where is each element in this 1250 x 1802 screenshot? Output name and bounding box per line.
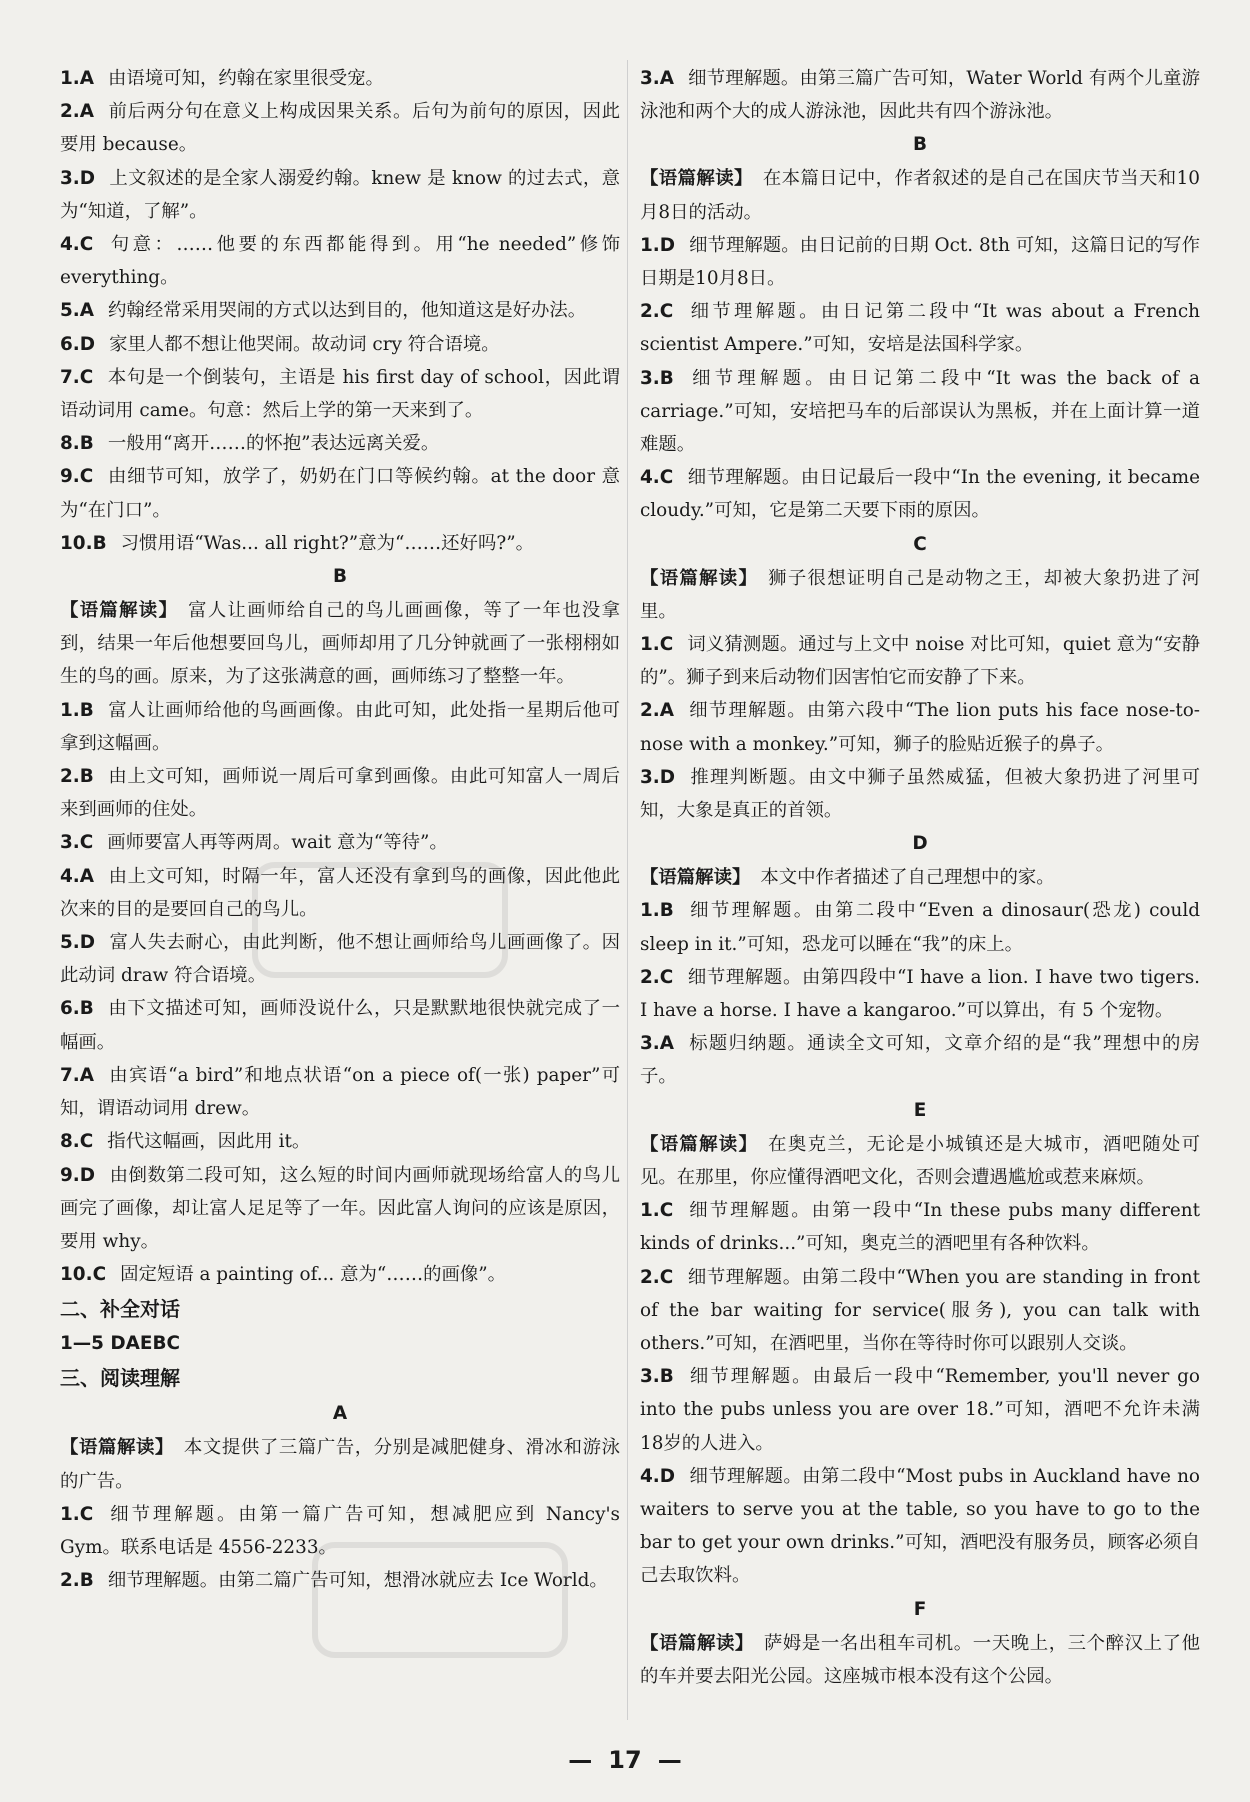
left-column [60,62,620,1597]
item-number: 1. [640,234,660,256]
item-explanation: 由上文可知，画师说一周后可拿到画像。由此可知富人一周后来到画师的住处。 [60,766,620,821]
answer-item [60,62,620,95]
item-answer: D [79,1164,96,1186]
item-explanation: 词义猜测题。通过与上文中 noise 对比可知，quiet 意为“安静的”。狮子到来后动物们因害怕它而安静了下来。 [640,634,1200,689]
answer-item [640,295,1200,361]
item-answer: C [79,1131,94,1153]
item-number: 4. [60,865,80,887]
answer-item [640,362,1200,462]
answer-list [640,628,1200,827]
answer-item [640,961,1200,1027]
answer-item [60,294,620,327]
answer-item [640,229,1200,295]
passage-interpretation [640,861,1200,894]
right-column [640,62,1200,1693]
item-number: 5. [60,300,80,322]
item-answer: D [79,167,96,189]
answer-item [60,826,620,859]
answer-item [60,1125,620,1158]
interpretation-text: 本文中作者描述了自己理想中的家。 [760,867,1055,889]
item-number: 1. [640,1200,660,1222]
answer-list [60,694,620,1292]
column-divider [627,60,628,1720]
item-answer: B [79,1570,94,1592]
item-answer: B [79,766,94,788]
page-number: — 17 — [568,1746,682,1774]
item-number: 2. [640,700,660,722]
section-letter-d: D [912,833,928,855]
item-explanation: 上文叙述的是全家人溺爱约翰。knew 是 know 的过去式，意为“知道，了解”。 [60,167,620,222]
item-number: 5. [60,932,80,954]
item-answer: A [659,700,675,722]
item-number: 10. [60,1264,93,1286]
dialogue-answers: 1—5 DAEBC [60,1333,180,1355]
item-number: 3. [640,1033,660,1055]
item-answer: D [659,766,676,788]
item-explanation: 由倒数第二段可知，这么短的时间内画师就现场给富人的鸟儿画完了画像，却让富人足足等了一年。因此富人询问的应该是原因，要用 why。 [60,1164,620,1252]
item-number: 4. [640,1465,660,1487]
section-letter-b: B [332,566,348,588]
answer-item [60,162,620,228]
item-number: 6. [60,998,80,1020]
answer-item [60,328,620,361]
item-answer: B [92,532,107,554]
answer-item [60,860,620,926]
answer-item [640,461,1200,527]
item-explanation: 细节理解题。由第二段中“Most pubs in Auckland have no waiters to serve you at the table, so you have to go to the bar to get your own drinks.”可知，酒吧没有服务员，顾客必须自己去取饮料。 [640,1465,1200,1587]
answer-item [60,460,620,526]
passage-interpretation [640,562,1200,628]
answer-item [640,1027,1200,1093]
item-number: 1. [640,900,660,922]
item-explanation: 由下文描述可知，画师没说什么，只是默默地很快就完成了一幅画。 [60,998,620,1053]
item-answer: A [79,68,95,89]
item-answer: A [659,68,675,89]
item-answer: A [79,865,95,887]
item-answer: B [79,998,94,1020]
item-explanation: 细节理解题。由第二篇广告可知，想滑冰就应去 Ice World。 [107,1570,608,1592]
item-number: 8. [60,1131,80,1153]
item-number: 1. [60,1503,80,1525]
item-explanation: 句意：……他要的东西都能得到。用“he needed”修饰 everything。 [60,234,620,289]
interpretation-text: 本文提供了三篇广告，分别是减肥健身、滑冰和游泳的广告。 [60,1437,620,1492]
section-letter-b: B [912,134,928,156]
answer-item [60,228,620,294]
answer-item [60,694,620,760]
interpretation-tag: 【语篇解读】 [60,1437,174,1459]
passage-interpretation [640,1128,1200,1194]
answer-item [640,694,1200,760]
item-answer: C [659,467,674,489]
item-explanation: 本句是一个倒装句，主语是 his first day of school，因此谓语动词用 came。句意：然后上学的第一天来到了。 [60,366,620,422]
item-explanation: 细节理解题。由日记第二段中“It was about a French scientist Ampere.”可知，安培是法国科学家。 [640,301,1200,356]
interpretation-text: 富人让画师给自己的鸟儿画画像，等了一年也没拿到，结果一年后他想要回鸟儿，画师却用了几分钟就画了一张栩栩如生的鸟的画。原来，为了这张满意的画，画师练习了整整一年。 [60,600,620,688]
item-answer: B [79,433,94,455]
interpretation-text: 在本篇日记中，作者叙述的是自己在国庆节当天和10月8日的活动。 [640,168,1200,223]
section-letter-f: F [913,1598,927,1620]
item-explanation: 细节理解题。由日记最后一段中“In the evening, it became cloudy.”可知，它是第二天要下雨的原因。 [640,467,1200,522]
answer-list [640,229,1200,528]
item-answer: D [659,234,676,256]
item-explanation: 约翰经常采用哭闹的方式以达到目的，他知道这是好办法。 [108,300,587,322]
item-number: 3. [60,832,80,854]
item-explanation: 细节理解题。由第一段中“In these pubs many different kinds of drinks...”可知，奥克兰的酒吧里有各种饮料。 [640,1200,1200,1255]
passage-interpretation [60,594,620,694]
item-answer: D [659,1465,676,1487]
item-explanation: 细节理解题。由第四段中“I have a lion. I have two tigers. I have a horse. I have a kangaroo.”可以算出，有 5 个宠物。 [640,966,1200,1022]
item-answer: D [79,333,96,355]
answer-item [60,1564,620,1597]
item-number: 2. [60,1570,80,1592]
item-explanation: 由细节可知，放学了，奶奶在门口等候约翰。at the door 意为“在门口”。 [60,466,620,521]
item-explanation: 固定短语 a painting of... 意为“……的画像”。 [120,1264,507,1286]
item-answer: C [79,466,94,488]
answer-list [60,1498,620,1598]
interpretation-tag: 【语篇解读】 [640,1632,754,1654]
item-answer: C [92,1264,107,1286]
item-number: 2. [640,1266,660,1288]
interpretation-tag: 【语篇解读】 [60,600,179,622]
item-answer: C [79,832,94,854]
item-number: 7. [60,366,80,388]
section-heading: 二、补全对话 [60,1297,180,1322]
interpretation-tag: 【语篇解读】 [640,168,753,190]
answer-item [60,760,620,826]
answer-item [60,1059,620,1125]
item-number: 3. [640,1366,660,1388]
answer-item [60,527,620,560]
item-number: 1. [60,68,80,89]
answer-item [640,1194,1200,1260]
item-number: 6. [60,333,80,355]
item-answer: B [659,900,674,922]
item-explanation: 一般用“离开……的怀抱”表达远离关爱。 [107,433,440,455]
answer-item [60,95,620,161]
interpretation-tag: 【语篇解读】 [640,867,751,889]
interpretation-text: 萨姆是一名出租车司机。一天晚上，三个醉汉上了他的车并要去阳光公园。这座城市根本没有这个公园。 [640,1632,1200,1687]
item-answer: B [659,367,674,389]
answer-item [640,894,1200,960]
interpretation-text: 狮子很想证明自己是动物之王，却被大象扔进了河里。 [640,567,1200,622]
item-number: 2. [640,301,660,323]
item-answer: B [659,1366,674,1388]
item-explanation: 细节理解题。由最后一段中“Remember, you'll never go into the pubs unless you are over 18.”可知，酒吧不允许未满18岁的人进入。 [640,1366,1200,1454]
item-answer: D [79,932,96,954]
item-explanation: 细节理解题。由第三篇广告可知，Water World 有两个儿童游泳池和两个大的成人游泳池，因此共有四个游泳池。 [640,68,1200,123]
item-number: 2. [60,101,80,123]
answer-item [640,628,1200,694]
item-number: 10. [60,532,93,554]
item-explanation: 习惯用语“Was... all right?”意为“……还好吗?”。 [120,532,534,554]
answer-list [640,62,1200,128]
section-letter-e: E [913,1099,927,1121]
item-answer: C [659,966,674,988]
passage-interpretation [640,162,1200,228]
item-explanation: 富人让画师给他的鸟画画像。由此可知，此处指一星期后他可拿到这幅画。 [60,699,620,754]
item-number: 4. [60,234,80,256]
item-answer: A [79,300,95,322]
item-number: 3. [640,68,660,89]
item-number: 2. [60,766,80,788]
item-explanation: 细节理解题。由第二段中“Even a dinosaur(恐龙) could sleep in it.”可知，恐龙可以睡在“我”的床上。 [640,900,1200,955]
item-number: 2. [640,966,660,988]
item-number: 1. [60,699,80,721]
item-explanation: 细节理解题。由日记第二段中“It was the back of a carriage.”可知，安培把马车的后部误认为黑板，并在上面计算一道难题。 [640,367,1200,456]
item-number: 3. [60,167,80,189]
item-number: 8. [60,433,80,455]
item-answer: C [659,634,674,656]
item-answer: C [79,234,94,256]
section-heading: 三、阅读理解 [60,1366,180,1391]
answer-list [640,1194,1200,1592]
answer-item [60,427,620,460]
answer-item [60,1258,620,1291]
section-letter-c: C [913,533,927,555]
item-number: 9. [60,466,80,488]
answer-item [60,1159,620,1259]
item-number: 3. [640,367,660,389]
item-explanation: 由上文可知，时隔一年，富人还没有拿到鸟的画像，因此他此次来的目的是要回自己的鸟儿。 [60,865,620,920]
item-explanation: 前后两分句在意义上构成因果关系。后句为前句的原因，因此要用 because。 [60,101,620,156]
answer-list [640,894,1200,1093]
interpretation-tag: 【语篇解读】 [640,1133,759,1155]
item-explanation: 标题归纳题。通读全文可知，文章介绍的是“我”理想中的房子。 [640,1033,1200,1088]
item-answer: C [659,1200,674,1222]
passage-interpretation [60,1431,620,1497]
answer-item [60,1498,620,1564]
item-number: 1. [640,634,660,656]
interpretation-text: 在奥克兰，无论是小城镇还是大城市，酒吧随处可见。在那里，你应懂得酒吧文化，否则会遭遇尴尬或惹来麻烦。 [640,1133,1200,1188]
answer-item [640,761,1200,827]
answer-item [60,992,620,1058]
answer-item [60,361,620,427]
answer-list [60,62,620,560]
item-explanation: 细节理解题。由日记前的日期 Oct. 8th 可知，这篇日记的写作日期是10月8日。 [640,234,1200,290]
passage-interpretation [640,1627,1200,1693]
item-answer: A [79,101,95,123]
item-number: 4. [640,467,660,489]
answer-item [640,62,1200,128]
item-answer: C [79,1503,94,1525]
item-number: 3. [640,766,660,788]
answer-item [640,1360,1200,1460]
answer-item [640,1460,1200,1593]
item-explanation: 细节理解题。由第二段中“When you are standing in front of the bar waiting for service(服务), you can talk with others.”可知，在酒吧里，当你在等待时你可以跟别人交谈。 [640,1266,1200,1354]
item-explanation: 推理判断题。由文中狮子虽然威猛，但被大象扔进了河里可知，大象是真正的首领。 [640,766,1200,822]
item-number: 9. [60,1164,80,1186]
item-explanation: 由宾语“a bird”和地点状语“on a piece of(一张) paper”可知，谓语动词用 drew。 [60,1064,620,1120]
item-explanation: 家里人都不想让他哭闹。故动词 cry 符合语境。 [109,333,500,355]
item-explanation: 由语境可知，约翰在家里很受宠。 [108,68,384,89]
item-explanation: 画师要富人再等两周。wait 意为“等待”。 [107,832,448,854]
item-answer: A [659,1033,675,1055]
item-answer: B [79,699,94,721]
answer-item [60,926,620,992]
item-explanation: 细节理解题。由第六段中“The lion puts his face nose-to-nose with a monkey.”可知，狮子的脸贴近猴子的鼻子。 [640,700,1200,755]
answer-item [640,1261,1200,1361]
section-letter-a: A [332,1403,348,1425]
item-explanation: 指代这幅画，因此用 it。 [107,1131,311,1153]
item-number: 7. [60,1064,80,1086]
item-answer: A [79,1064,95,1086]
item-answer: C [79,366,94,388]
item-explanation: 细节理解题。由第一篇广告可知，想减肥应到 Nancy's Gym。联系电话是 4556-2233。 [60,1503,620,1558]
item-answer: C [659,1266,674,1288]
interpretation-tag: 【语篇解读】 [640,567,759,589]
item-explanation: 富人失去耐心，由此判断，他不想让画师给鸟儿画画像了。因此动词 draw 符合语境。 [60,932,620,987]
item-answer: C [659,301,674,323]
